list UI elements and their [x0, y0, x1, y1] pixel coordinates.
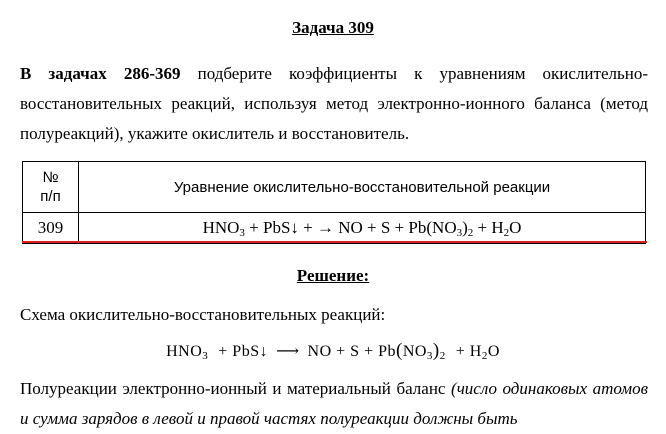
solution-heading: Решение:	[296, 266, 370, 285]
half-reactions-note: (число одинаковых атомов и сумма зарядов в левой и правой частях полуреакции должны быть	[20, 379, 648, 428]
reaction-arrow: ⟶	[276, 343, 300, 360]
table-header-number	[23, 162, 79, 213]
scheme-label: Схема окислительно-восстановительных реакций:	[20, 305, 386, 324]
row-number: 309	[23, 213, 79, 244]
header-no-abbr: п/п	[40, 188, 61, 205]
header-no-symbol: №	[42, 169, 59, 186]
half-reactions-paragraph	[20, 374, 648, 434]
reaction-equation: $HNO_3$ + PbS↓ + → NO + $S + Pb(NO_3)_2 + H_2O$	[79, 213, 646, 244]
task-title: Задача 309	[292, 18, 374, 37]
task-range-bold: В задачах 286-369	[20, 64, 181, 83]
task-instructions-text: подберите коэффициенты к уравнениям окислительно-восстановительных реакций, используя метод электронно-ионного баланса (метод полуреакций), укажите окислитель и восстановитель.	[20, 64, 648, 143]
red-underline	[22, 241, 647, 243]
table-row	[23, 213, 646, 244]
task-instructions	[20, 59, 648, 149]
half-reactions-text: Полуреакции электронно-ионный и материальный баланс	[20, 379, 452, 398]
equation-table	[22, 161, 646, 244]
reaction-scheme-formula: $HNO_3$ + PbS↓ ⟶ NO + $S + Pb(NO_3)_2 + H_2O$	[166, 340, 500, 362]
table-header-equation: Уравнение окислительно-восстановительной реакции	[79, 162, 646, 213]
